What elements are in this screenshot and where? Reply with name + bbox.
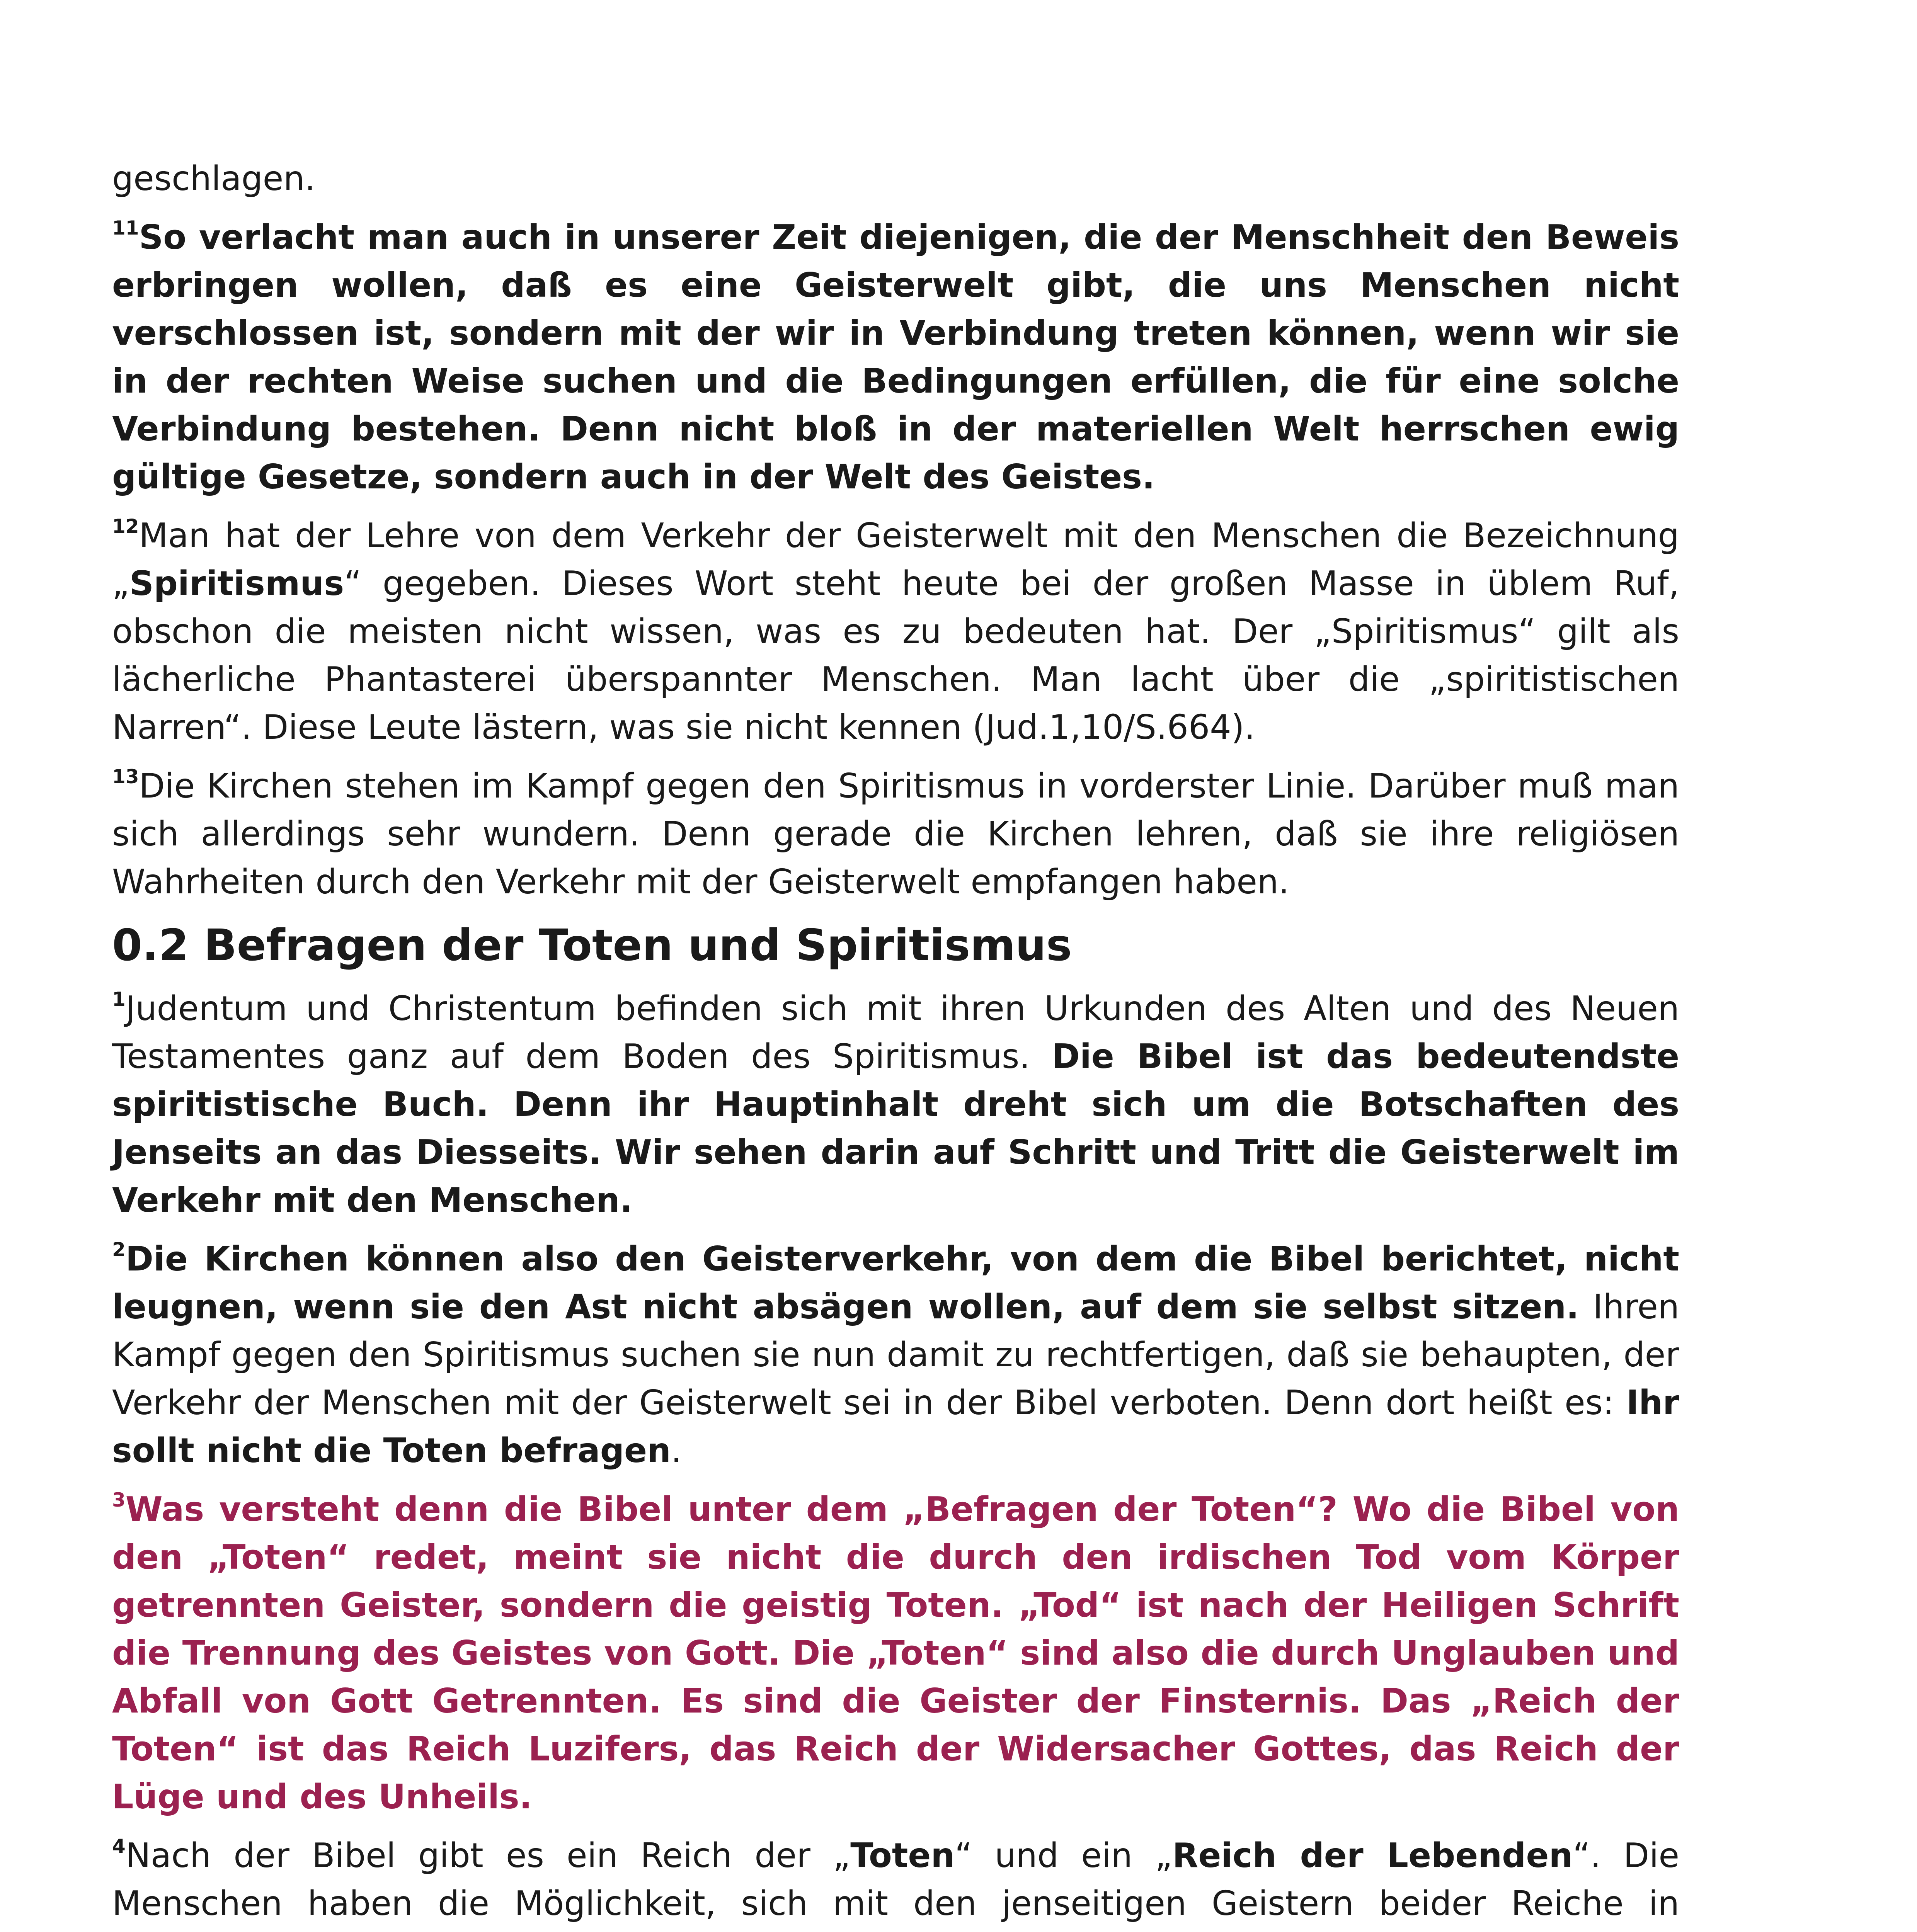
- paragraph-2: [112, 1235, 1679, 1475]
- paragraph-text: Ihren Kampf gegen den Spiritismus suchen sie nun damit zu rechtfertigen, daß sie behaupten, der Verkehr der Menschen mit der Geisterwelt sei in der Bibel verboten. Denn dort heißt es:: [112, 1287, 1679, 1422]
- verse-number: 11: [112, 217, 139, 239]
- paragraph-13: [112, 762, 1679, 906]
- paragraph-text: “ und ein „: [955, 1836, 1173, 1875]
- verse-number: 2: [112, 1238, 126, 1261]
- verse-number: 1: [112, 988, 126, 1010]
- verse-number: 13: [112, 765, 139, 788]
- paragraph-text-bold: Die Kirchen können also den Geisterverkehr, von dem die Bibel berichtet, nicht leugnen, wenn sie den Ast nicht absägen wollen, auf dem sie selbst sitzen.: [112, 1239, 1679, 1327]
- paragraph-text-bold: Toten: [850, 1836, 955, 1875]
- paragraph-text-bold: Ihr sollt nicht die Toten befragen: [112, 1383, 1679, 1470]
- paragraph-text: Man hat der Lehre von dem Verkehr der Geisterwelt mit den Menschen die Bezeichnung „: [112, 516, 1679, 603]
- paragraph-text-highlighted: Was versteht denn die Bibel unter dem „Befragen der Toten“? Wo die Bibel von den „Toten“ redet, meint sie nicht die durch den irdischen Tod vom Körper getrennten Geister, sondern die geistig Toten. „Tod“ ist nach der Heiligen Schrift die Trennung des Geistes von Gott. Die „Toten“ sind also die durch Unglauben und Abfall von Gott Getrennten. Es sind die Geister der Finsternis. Das „Reich der Toten“ ist das Reich Luzifers, das Reich der Widersacher Gottes, das Reich der Lüge und des Unheils.: [112, 1490, 1679, 1816]
- paragraph-11: [112, 213, 1679, 501]
- paragraph-text-bold: Reich der Lebenden: [1172, 1836, 1573, 1875]
- paragraph-text: Judentum und Christentum befinden sich mit ihren Urkunden des Alten und des Neuen Testamentes ganz auf dem Boden des Spiritismus.: [112, 989, 1679, 1076]
- paragraph-text: “. Die Menschen haben die Möglichkeit, sich mit den jenseitigen Geistern beider Reiche in: [112, 1836, 1679, 1923]
- paragraph-text: “ gegeben. Dieses Wort steht heute bei der großen Masse in üblem Ruf, obschon die meisten nicht wissen, was es zu bedeuten hat. Der „Spiritismus“ gilt als lächerliche Phantasterei überspannter Menschen. Man lacht über die „spiritistischen Narren“. Diese Leute lästern, was sie nicht kennen (Jud.1,10/S.664).: [112, 564, 1679, 747]
- paragraph-text: .: [671, 1431, 682, 1470]
- verse-number: 12: [112, 515, 139, 537]
- paragraph-text: geschlagen.: [112, 159, 316, 198]
- paragraph-text-bold: Spiritismus: [129, 564, 344, 603]
- paragraph-continuation: [112, 155, 1679, 202]
- paragraph-12: [112, 512, 1679, 751]
- paragraph-text: Nach der Bibel gibt es ein Reich der „: [125, 1836, 851, 1875]
- paragraph-3-highlighted: [112, 1485, 1679, 1821]
- paragraph-text-bold: So verlacht man auch in unserer Zeit diejenigen, die der Menschheit den Beweis erbringen wollen, daß es eine Geisterwelt gibt, die uns Menschen nicht verschlossen ist, sondern mit der wir in Verbindung treten können, wenn wir sie in der rechten Weise suchen und die Bedingungen erfüllen, die für eine solche Verbindung bestehen. Denn nicht bloß in der materiellen Welt herrschen ewig gültige Gesetze, sondern auch in der Welt des Geistes.: [112, 218, 1679, 497]
- paragraph-1: [112, 985, 1679, 1224]
- section-heading: 0.2 Befragen der Toten und Spiritismus: [112, 920, 1072, 971]
- verse-number: 4: [112, 1835, 126, 1857]
- paragraph-text: Die Kirchen stehen im Kampf gegen den Spiritismus in vorderster Linie. Darüber muß man sich allerdings sehr wundern. Denn gerade die Kirchen lehren, daß sie ihre religiösen Wahrheiten durch den Verkehr mit der Geisterwelt empfangen haben.: [112, 766, 1679, 901]
- verse-number: 3: [112, 1489, 126, 1511]
- page-body: [112, 155, 1679, 1932]
- paragraph-4: [112, 1832, 1679, 1932]
- paragraph-text-bold: Die Bibel ist das bedeutendste spiritistische Buch. Denn ihr Hauptinhalt dreht sich um die Botschaften des Jenseits an das Diesseits. Wir sehen darin auf Schritt und Tritt die Geisterwelt im Verkehr mit den Menschen.: [112, 1037, 1679, 1220]
